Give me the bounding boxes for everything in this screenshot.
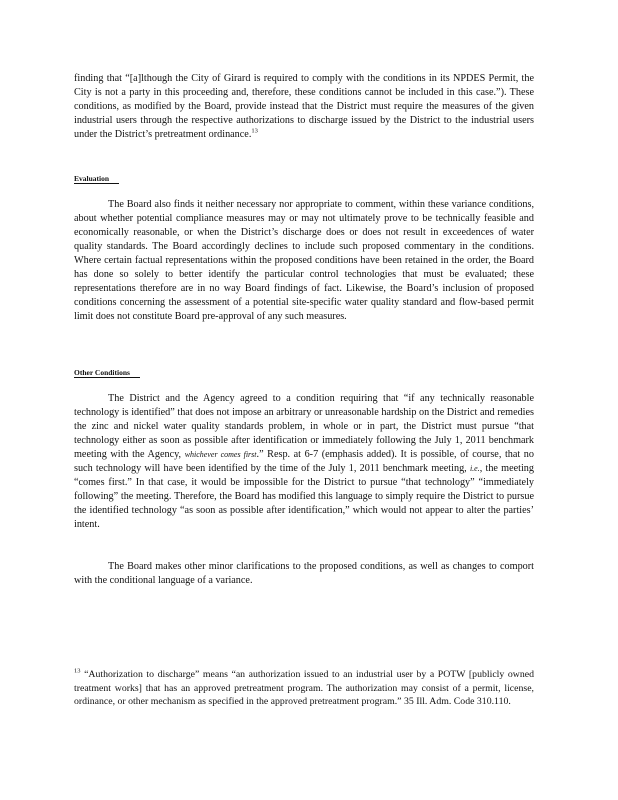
paragraph-evaluation: The Board also finds it neither necessary nor appropriate to comment, within these variance conditions, about whether potential compliance measures may or may not ultimately prove to be technically feasible and economically reasonable, or when the District’s discharge does or does not result in exceedences of water quality standards. The Board accordingly declines to include such proposed commentary in the conditions. Where certain factual representations within the proposed conditions have been retained in the order, the Board has done so solely to better identify the particular control technologies that must be evaluated; these representations therefore are in no way Board findings of fact. Likewise, the Board’s inclusion of proposed conditions concerning the assessment of a potential site-specific water quality standard and flow-based permit limit does not constitute Board pre-approval of any such measures.: [74, 199, 534, 322]
footnote-text: “Authorization to discharge” means “an authorization issued to an industrial user by a POTW [publicly owned treatment works] that has an approved pretreatment program. The authorization may consist of a permit, license, ordinance, or other mechanism as specified in the approved pretreatment program.” 35 Ill. Adm. Code 310.110.: [74, 669, 534, 707]
section-heading-other-conditions: Other Conditions: [74, 368, 140, 378]
paragraph-other-conditions: [74, 392, 534, 532]
paragraph-text: finding that “[a]lthough the City of Girard is required to comply with the conditions in its NPDES Permit, the City is not a party in this proceeding and, therefore, these conditions cannot be included in this case.”). These conditions, as modified by the Board, provide instead that the District must require the measures of the given industrial users through the respective authorizations to discharge issued by the District to the industrial users under the District’s pretreatment ordinance.: [74, 73, 534, 140]
emphasis-whichever-comes-first: whichever comes first: [184, 450, 257, 459]
paragraph-text-part-1: The District and the Agency agreed to a condition requiring that “if any technically reasonable technology is identified” that does not impose an arbitrary or unreasonable hardship on the District and remedies the zinc and nickel water quality standards problem, in whole or in part, the District must pursue “that technology either as soon as possible after identification or immediately following the July 1, 2011 benchmark meeting with the Agency,: [74, 393, 534, 460]
footnote-number: 13: [74, 667, 81, 675]
footnote-reference: 13: [251, 127, 258, 135]
paragraph-minor-clarifications: The Board makes other minor clarifications to the proposed conditions, as well as changes to comport with the conditional language of a variance.: [74, 561, 534, 586]
paragraph-text-part-3: , the meeting “comes first.” In that case, it would be impossible for the District to pursue “that technology” “immediately following” the meeting. Therefore, the Board has modified this language to simply require the District to pursue the identified technology “as soon as possible after identification,” which would not appear to alter the parties’ intent.: [74, 463, 534, 530]
paragraph-girard-finding: [74, 72, 534, 142]
emphasis-ie: i.e.: [469, 464, 480, 473]
footnote-13: [74, 668, 534, 709]
paragraph-text-part-2: .” Resp. at 6-7 (emphasis added). It is possible, of course, that no such technology will have been identified by the time of the July 1, 2011 benchmark meeting,: [74, 449, 534, 474]
section-heading-evaluation: Evaluation: [74, 174, 119, 184]
